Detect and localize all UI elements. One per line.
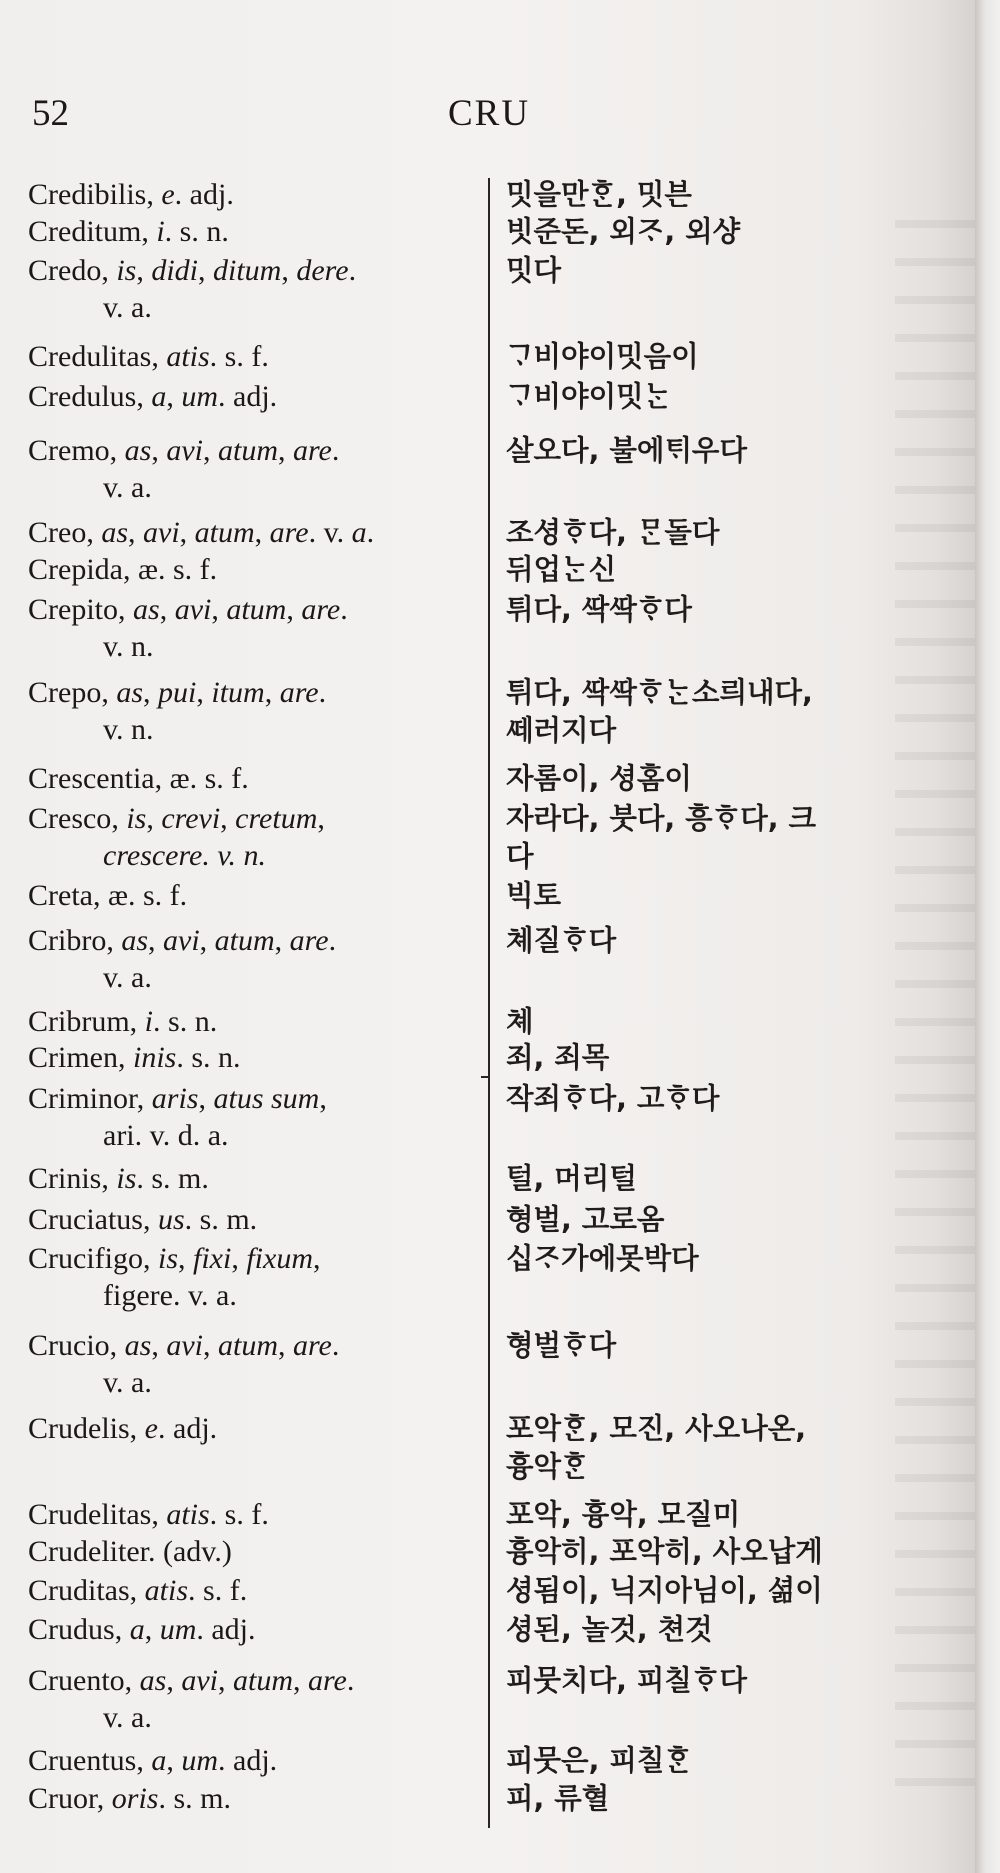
- grammar: , as, avi, atum, are.: [124, 1664, 355, 1697]
- latin-headword: [28, 1533, 473, 1570]
- korean-gloss: [506, 514, 968, 552]
- gloss-line: 쳬질ᄒᆞ다: [506, 924, 617, 957]
- korean-gloss: [506, 1201, 968, 1239]
- gloss-line: ᄀᆞ비야이밋음이: [506, 340, 699, 373]
- grammar-continuation: v. n.: [103, 630, 154, 663]
- grammar: , e. adj.: [146, 178, 234, 211]
- korean-gloss: [506, 1410, 968, 1486]
- latin-headword: [28, 1780, 473, 1817]
- grammar: , æ. s. f.: [122, 553, 218, 586]
- gloss-line: 뒤업ᄂᆞᆫ신: [506, 553, 617, 586]
- gloss-line: 셩됨이, 닉지아님이, 셞이: [506, 1574, 823, 1607]
- lemma: Cremo: [28, 434, 110, 467]
- lemma: Cresco: [28, 802, 112, 835]
- grammar: , oris. s. m.: [96, 1782, 231, 1815]
- lemma: Crucifigo: [28, 1242, 143, 1275]
- latin-headword: [28, 252, 473, 326]
- column-divider: [488, 178, 490, 1828]
- latin-headword: [28, 1572, 473, 1609]
- korean-gloss: [506, 1572, 968, 1610]
- latin-headword: [28, 1080, 473, 1154]
- grammar: , is, didi, ditum, dere.: [101, 254, 357, 287]
- latin-headword: [28, 1003, 473, 1040]
- grammar: , æ. s. f.: [154, 762, 249, 795]
- lemma: Crimen: [28, 1041, 118, 1074]
- latin-headword: [28, 1611, 473, 1648]
- gloss-line: 피뭇은, 피칠ᄒᆞᆫ: [506, 1744, 692, 1777]
- gloss-line: 작죄ᄒᆞ다, 고ᄒᆞ다: [506, 1082, 720, 1115]
- grammar: , atis. s. f.: [151, 1498, 269, 1531]
- korean-gloss: [506, 877, 968, 915]
- grammar-continuation: v. a.: [103, 961, 152, 994]
- latin-headword: [28, 922, 473, 996]
- gloss-continuation: 흉악ᄒᆞᆫ: [506, 1450, 589, 1483]
- lemma: Cruor: [28, 1782, 97, 1815]
- lemma: Crucio: [28, 1329, 110, 1362]
- lemma: Crudelitas: [28, 1498, 152, 1531]
- grammar: , as, avi, atum, are.: [118, 593, 348, 626]
- gloss-line: 포악, 흉악, 모질미: [506, 1498, 741, 1531]
- gloss-line: 쳬: [506, 1005, 534, 1038]
- gloss-line: 피뭇치다, 피칠ᄒᆞ다: [506, 1664, 747, 1697]
- column-divider-tick: [481, 1076, 490, 1078]
- gloss-line: 밋다: [506, 254, 562, 287]
- latin-headword: [28, 1160, 473, 1197]
- korean-gloss: [506, 1327, 968, 1365]
- gloss-line: 형벌, 고로옴: [506, 1203, 665, 1236]
- grammar: , aris, atus sum,: [136, 1082, 327, 1115]
- lemma: Crepo: [28, 676, 102, 709]
- grammar-continuation: v. n.: [103, 713, 154, 746]
- gloss-line: 살오다, 불에ᄐᆡ우다: [506, 434, 747, 467]
- gloss-line: 튀다, ᄯᅡᆨᄯᅡᆨᄒᆞᄂᆞᆫ소릐내다,: [506, 676, 813, 709]
- gloss-line: 빅토: [506, 879, 562, 912]
- korean-gloss: [506, 1611, 968, 1649]
- korean-gloss: [506, 213, 968, 251]
- lemma: Criminor: [28, 1082, 137, 1115]
- latin-headword: [28, 800, 473, 874]
- grammar: , a, um. adj.: [114, 1613, 256, 1646]
- korean-gloss: [506, 1039, 968, 1077]
- gloss-continuation: ᄯᅦ러지다: [506, 714, 617, 747]
- grammar: , as, avi, atum, are.: [109, 434, 340, 467]
- lemma: Crudus: [28, 1613, 115, 1646]
- korean-gloss: [506, 432, 968, 470]
- latin-headword: [28, 877, 473, 914]
- korean-gloss: [506, 674, 968, 750]
- page-header: [0, 92, 975, 142]
- page-number: 52: [32, 93, 69, 134]
- grammar: , as, avi, atum, are. v. a.: [86, 516, 375, 549]
- korean-gloss: [506, 1160, 968, 1198]
- grammar: , as, pui, itum, are.: [101, 676, 327, 709]
- gloss-line: 십ᄌᆞ가에못박다: [506, 1242, 699, 1275]
- grammar-continuation: v. a.: [103, 291, 152, 324]
- korean-gloss: [506, 1780, 968, 1818]
- korean-gloss: [506, 176, 968, 214]
- lemma: Cruditas: [28, 1574, 130, 1607]
- korean-gloss: [506, 1080, 968, 1118]
- korean-gloss: [506, 252, 968, 290]
- lemma: Crudelis: [28, 1412, 130, 1445]
- korean-gloss: [506, 922, 968, 960]
- korean-gloss: [506, 591, 968, 629]
- gloss-line: 조셩ᄒᆞ다, ᄆᆞᆫ돌다: [506, 516, 720, 549]
- grammar: , is, crevi, cretum,: [111, 802, 325, 835]
- gloss-line: 튀다, ᄯᅡᆨᄯᅡᆨᄒᆞ다: [506, 593, 692, 626]
- grammar: , e. adj.: [129, 1412, 218, 1445]
- korean-gloss: [506, 1533, 968, 1571]
- lemma: Cruentus: [28, 1744, 137, 1777]
- gloss-line: 형벌ᄒᆞ다: [506, 1329, 617, 1362]
- korean-gloss: [506, 551, 968, 589]
- lemma: Creditum: [28, 215, 142, 248]
- lemma: Credulus: [28, 380, 137, 413]
- latin-headword: [28, 432, 473, 506]
- korean-gloss: [506, 338, 968, 376]
- lemma: Crepito: [28, 593, 118, 626]
- latin-headword: [28, 551, 473, 588]
- latin-headword: [28, 1742, 473, 1779]
- lemma: Credibilis: [28, 178, 147, 211]
- korean-gloss: [506, 1662, 968, 1700]
- grammar: , i. s. n.: [141, 215, 229, 248]
- lemma: Credo: [28, 254, 102, 287]
- korean-gloss: [506, 378, 968, 416]
- gloss-line: 포악ᄒᆞᆫ, 모진, 사오나온,: [506, 1412, 807, 1445]
- latin-headword: [28, 213, 473, 250]
- grammar: , as, avi, atum, are.: [109, 1329, 340, 1362]
- korean-gloss: [506, 1003, 968, 1041]
- latin-headword: [28, 514, 473, 551]
- grammar-continuation: v. a.: [103, 1366, 152, 1399]
- grammar: . (adv.): [147, 1535, 232, 1568]
- latin-headword: [28, 1410, 473, 1447]
- running-head: CRU: [448, 93, 531, 134]
- lemma: Cribrum: [28, 1005, 130, 1038]
- lemma: Creta: [28, 879, 93, 912]
- grammar: , us. s. m.: [142, 1203, 258, 1236]
- grammar: , a, um. adj.: [136, 1744, 278, 1777]
- lemma: Cruciatus: [28, 1203, 143, 1236]
- grammar: , atis. s. f.: [151, 340, 269, 373]
- korean-gloss: [506, 760, 968, 798]
- grammar: , is. s. m.: [101, 1162, 209, 1195]
- gloss-line: 셩된, 놀것, 쳔것: [506, 1613, 713, 1646]
- latin-headword: [28, 1039, 473, 1076]
- korean-gloss: [506, 1742, 968, 1780]
- grammar: , a, um. adj.: [136, 380, 278, 413]
- gloss-continuation: 다: [506, 840, 534, 873]
- latin-headword: [28, 1327, 473, 1401]
- gloss-line: 자롬이, 셩홈이: [506, 762, 692, 795]
- grammar-continuation: v. a.: [103, 1701, 152, 1734]
- latin-headword: [28, 1496, 473, 1533]
- lemma: Creo: [28, 516, 87, 549]
- grammar: , atis. s. f.: [129, 1574, 248, 1607]
- gloss-line: 빗준돈, 외ᄌᆞ, 외샹: [506, 215, 741, 248]
- latin-headword: [28, 378, 473, 415]
- latin-headword: [28, 760, 473, 797]
- gloss-line: 털, 머리털: [506, 1162, 637, 1195]
- grammar: , as, avi, atum, are.: [106, 924, 337, 957]
- grammar: , æ. s. f.: [92, 879, 188, 912]
- latin-headword: [28, 1662, 473, 1736]
- grammar-continuation: figere. v. a.: [103, 1279, 237, 1312]
- gloss-line: 죄, 죄목: [506, 1041, 610, 1074]
- grammar-continuation: v. a.: [103, 471, 152, 504]
- grammar: , is, fixi, fixum,: [142, 1242, 321, 1275]
- lemma: Crepida: [28, 553, 123, 586]
- gloss-line: ᄀᆞ비야이밋ᄂᆞᆫ: [506, 380, 672, 413]
- lemma: Cruento: [28, 1664, 125, 1697]
- grammar-continuation: crescere. v. n.: [103, 839, 266, 872]
- korean-gloss: [506, 800, 968, 876]
- grammar: , i. s. n.: [129, 1005, 218, 1038]
- grammar: , inis. s. n.: [118, 1041, 241, 1074]
- grammar-continuation: ari. v. d. a.: [103, 1119, 229, 1152]
- korean-gloss: [506, 1496, 968, 1534]
- gloss-line: 자라다, 붓다, 흥ᄒᆞ다, 크: [506, 802, 817, 835]
- latin-headword: [28, 1240, 473, 1314]
- lemma: Cribro: [28, 924, 107, 957]
- korean-gloss: [506, 1240, 968, 1278]
- lemma: Crudeliter: [28, 1535, 148, 1568]
- lemma: Crinis: [28, 1162, 102, 1195]
- gloss-line: 흉악히, 포악히, 사오납게: [506, 1535, 823, 1568]
- lemma: Credulitas: [28, 340, 152, 373]
- latin-headword: [28, 591, 473, 665]
- latin-headword: [28, 176, 473, 213]
- gloss-line: 피, 류혈: [506, 1782, 610, 1815]
- lemma: Crescentia: [28, 762, 155, 795]
- latin-headword: [28, 1201, 473, 1238]
- latin-headword: [28, 674, 473, 748]
- page-edge-shadow: [975, 0, 1000, 1873]
- latin-headword: [28, 338, 473, 375]
- gloss-line: 밋을만ᄒᆞᆫ, 밋븐: [506, 178, 692, 211]
